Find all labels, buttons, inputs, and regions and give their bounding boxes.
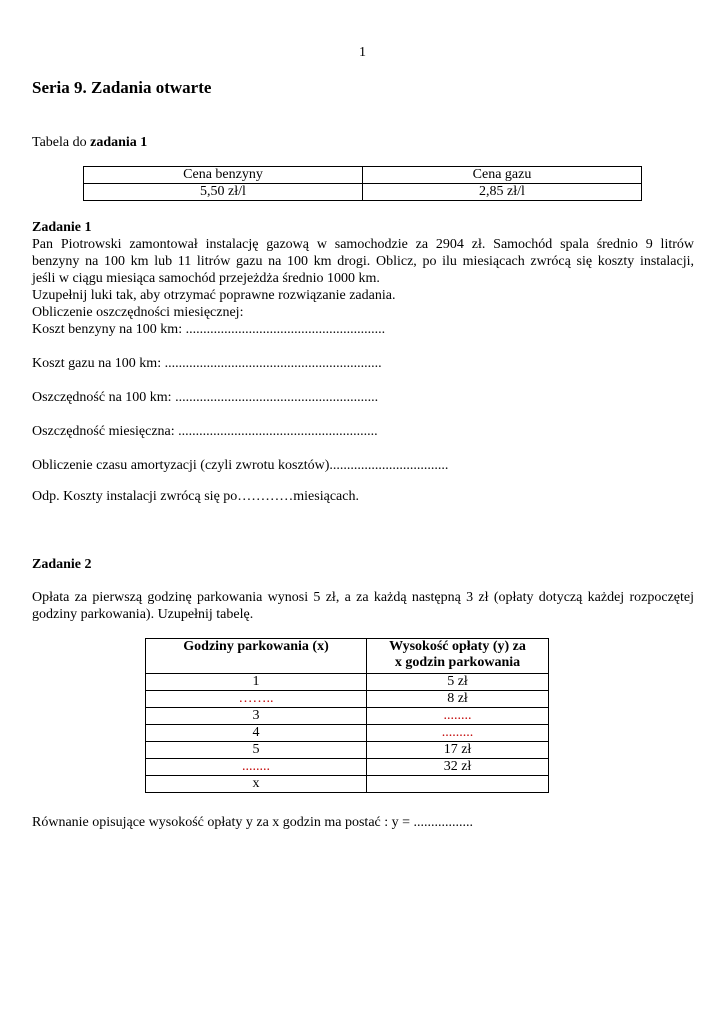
table-header-cell: Godziny parkowania (x) — [146, 639, 367, 674]
table-row — [146, 742, 549, 759]
task2-line: Opłata za pierwszą godzinę parkowania wynosi 5 zł, a za każdą następną 3 zł (opłaty dotyczą każdej rozpoczętej — [32, 590, 694, 605]
task1-line: jeśli w ciągu miesiąca samochód przejeżdża średnio 1000 km. — [32, 271, 380, 286]
table-cell-y: 8 zł — [367, 691, 549, 708]
table-row — [146, 776, 549, 793]
table-cell-y: 32 zł — [367, 759, 549, 776]
table-row — [146, 691, 549, 708]
fill-line-amortization: Obliczenie czasu amortyzacji (czyli zwrotu kosztów).................................. — [32, 458, 449, 473]
task1-calc-heading: Obliczenie oszczędności miesięcznej: — [32, 305, 244, 320]
table-cell: 2,85 zł/l — [363, 184, 642, 201]
fuel-price-table — [83, 166, 642, 201]
table-cell-x: 1 — [146, 674, 367, 691]
table1-caption-bold: zadania 1 — [90, 135, 148, 150]
table-cell-y-blank: ......... — [367, 725, 549, 742]
table-row — [146, 674, 549, 691]
table-cell-x: 4 — [146, 725, 367, 742]
table-row — [146, 725, 549, 742]
table-row — [146, 708, 549, 725]
table-cell-x: 5 — [146, 742, 367, 759]
table-header-cell: Cena gazu — [363, 167, 642, 184]
table-cell-x-blank: ........ — [146, 759, 367, 776]
table-cell-y-blank: ........ — [367, 708, 549, 725]
task1-instruction: Uzupełnij luki tak, aby otrzymać poprawne rozwiązanie zadania. — [32, 288, 396, 303]
fill-line-petrol-cost: Koszt benzyny na 100 km: ......................................................... — [32, 322, 386, 337]
table1-caption-prefix: Tabela do — [32, 135, 91, 150]
table-cell-x: x — [146, 776, 367, 793]
table-cell-x: 3 — [146, 708, 367, 725]
fill-line-gas-cost: Koszt gazu na 100 km: .............................................................. — [32, 356, 382, 371]
table-cell: 5,50 zł/l — [84, 184, 363, 201]
page-number: 1 — [359, 45, 366, 60]
table-header-row — [146, 639, 549, 674]
fill-line-saving-100km: Oszczędność na 100 km: .......................................................... — [32, 390, 379, 405]
page-title: Seria 9. Zadania otwarte — [32, 78, 212, 97]
header-y-line2: x godzin parkowania — [394, 655, 521, 670]
table-row — [84, 167, 642, 184]
task2-line: godziny parkowania). Uzupełnij tabelę. — [32, 607, 254, 622]
task1-heading: Zadanie 1 — [32, 220, 92, 235]
parking-fee-table — [145, 638, 549, 793]
table-cell-x-blank: …….. — [146, 691, 367, 708]
table-cell-y — [367, 776, 549, 793]
table-row — [146, 759, 549, 776]
table-row — [84, 184, 642, 201]
table-header-cell: Cena benzyny — [84, 167, 363, 184]
table-cell-y: 17 zł — [367, 742, 549, 759]
table-cell-y: 5 zł — [367, 674, 549, 691]
task1-line: Pan Piotrowski zamontował instalację gazową w samochodzie za 2904 zł. Samochód spala średnio 9 litrów — [32, 237, 694, 252]
fill-line-saving-monthly: Oszczędność miesięczna: ......................................................... — [32, 424, 378, 439]
task1-line: benzyny na 100 km lub 11 litrów gazu na 100 km drogi. Oblicz, po ilu miesiącach zwrócą się koszty instalacji, — [32, 254, 694, 269]
task2-statement — [32, 589, 694, 623]
task2-equation: Równanie opisujące wysokość opłaty y za x godzin ma postać : y = ................. — [32, 815, 474, 830]
table-header-cell — [367, 639, 549, 674]
task1-answer: Odp. Koszty instalacji zwrócą się po…………miesiącach. — [32, 489, 359, 504]
table1-caption — [32, 134, 147, 151]
header-y-line1: Wysokość opłaty (y) za — [389, 639, 526, 654]
task1-statement — [32, 236, 694, 287]
task2-heading: Zadanie 2 — [32, 557, 92, 572]
